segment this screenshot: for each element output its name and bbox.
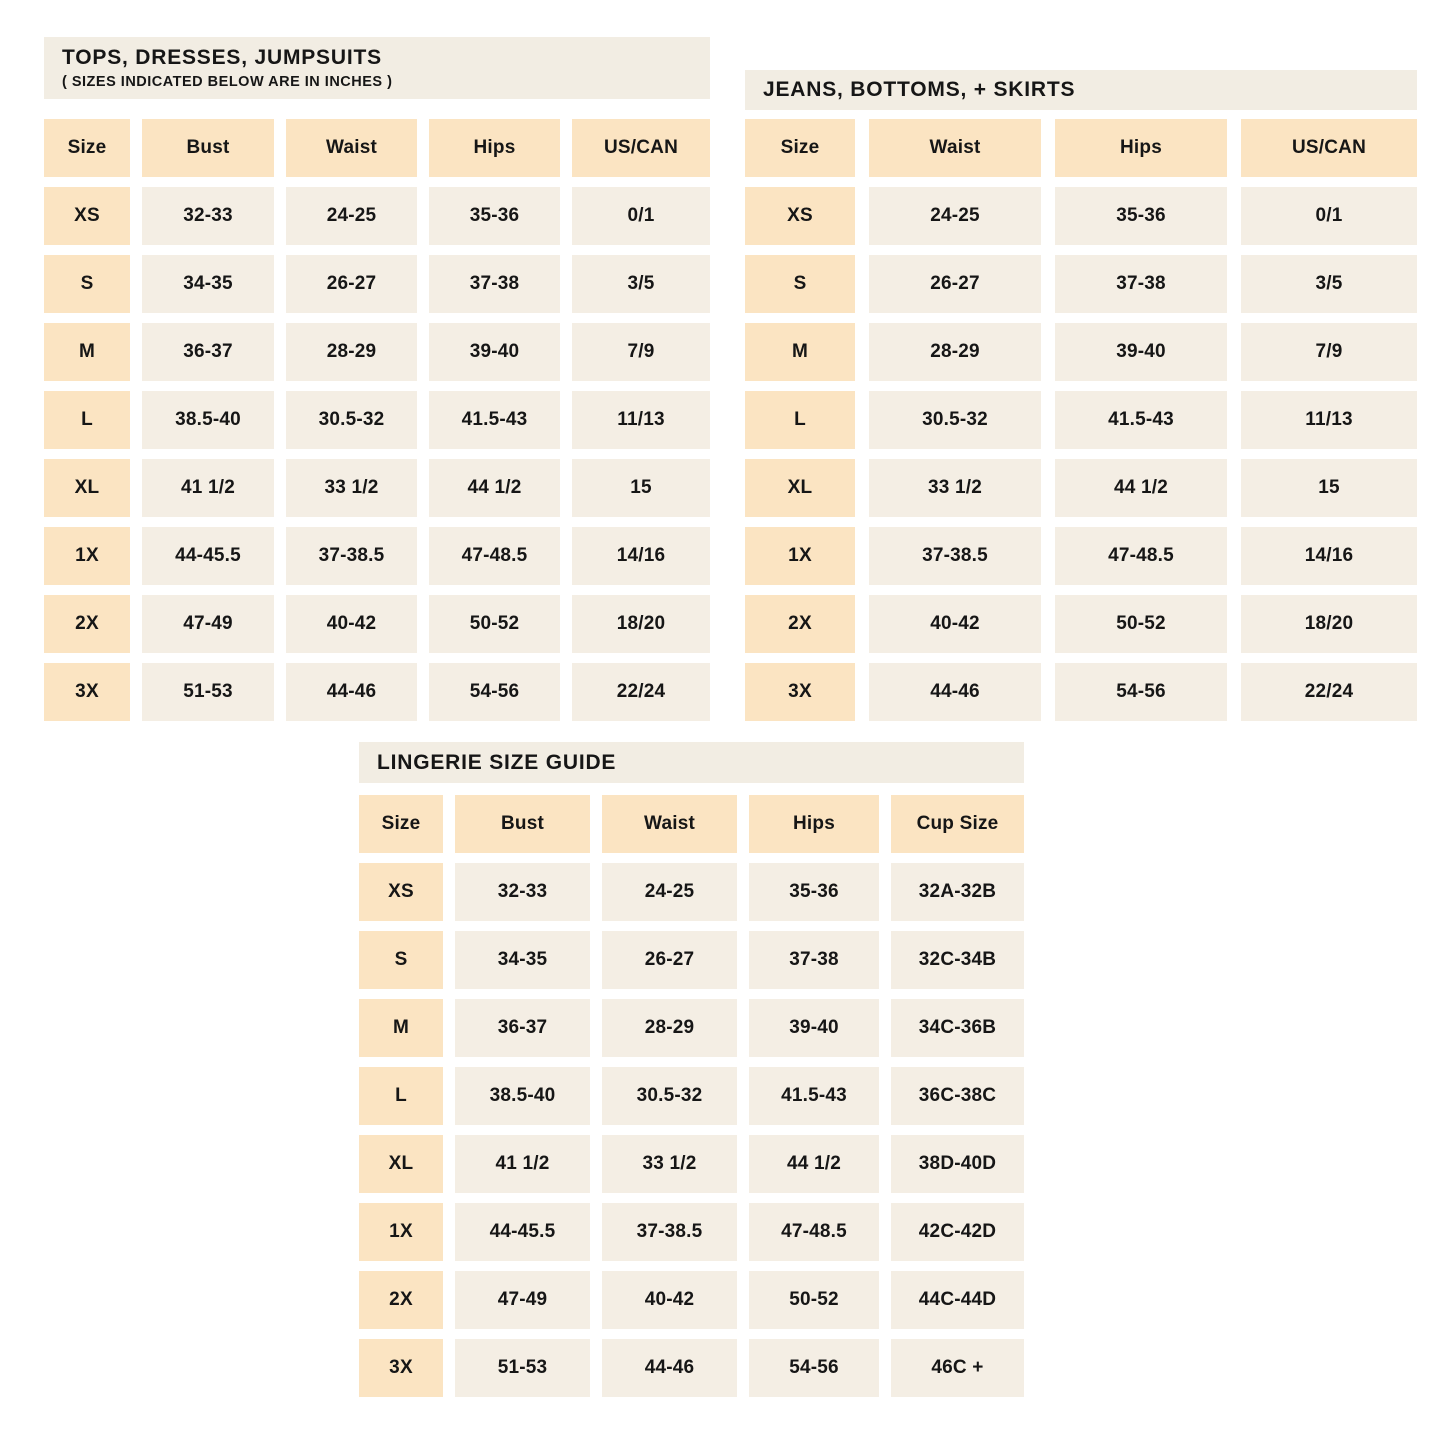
size-label-cell: 2X — [44, 595, 130, 653]
measurement-cell: 42C-42D — [891, 1203, 1024, 1261]
measurement-cell: 28-29 — [286, 323, 417, 381]
measurement-cell: 14/16 — [1241, 527, 1417, 585]
tops-grid — [44, 119, 710, 721]
size-label-cell: XS — [359, 863, 443, 921]
measurement-cell: 24-25 — [869, 187, 1041, 245]
measurement-cell: 37-38 — [749, 931, 879, 989]
column-header-cup-size: Cup Size — [891, 795, 1024, 853]
measurement-cell: 39-40 — [429, 323, 560, 381]
measurement-cell: 44 1/2 — [749, 1135, 879, 1193]
measurement-cell: 40-42 — [602, 1271, 737, 1329]
measurement-cell: 44 1/2 — [1055, 459, 1227, 517]
measurement-cell: 40-42 — [286, 595, 417, 653]
column-header-waist: Waist — [869, 119, 1041, 177]
measurement-cell: 28-29 — [869, 323, 1041, 381]
size-label-cell: L — [44, 391, 130, 449]
measurement-cell: 47-48.5 — [1055, 527, 1227, 585]
measurement-cell: 30.5-32 — [602, 1067, 737, 1125]
measurement-cell: 18/20 — [1241, 595, 1417, 653]
measurement-cell: 3/5 — [572, 255, 710, 313]
measurement-cell: 32-33 — [142, 187, 274, 245]
measurement-cell: 11/13 — [572, 391, 710, 449]
lingerie-title: LINGERIE SIZE GUIDE — [377, 750, 617, 774]
measurement-cell: 50-52 — [429, 595, 560, 653]
size-label-cell: 1X — [44, 527, 130, 585]
measurement-cell: 35-36 — [429, 187, 560, 245]
measurement-cell: 33 1/2 — [286, 459, 417, 517]
column-header-size: Size — [745, 119, 855, 177]
size-label-cell: XS — [745, 187, 855, 245]
measurement-cell: 28-29 — [602, 999, 737, 1057]
measurement-cell: 37-38.5 — [286, 527, 417, 585]
size-label-cell: 1X — [745, 527, 855, 585]
column-header-us-can: US/CAN — [1241, 119, 1417, 177]
measurement-cell: 37-38.5 — [869, 527, 1041, 585]
column-header-hips: Hips — [429, 119, 560, 177]
measurement-cell: 41 1/2 — [455, 1135, 590, 1193]
measurement-cell: 32-33 — [455, 863, 590, 921]
measurement-cell: 40-42 — [869, 595, 1041, 653]
column-header-waist: Waist — [602, 795, 737, 853]
measurement-cell: 38D-40D — [891, 1135, 1024, 1193]
measurement-cell: 44C-44D — [891, 1271, 1024, 1329]
size-label-cell: M — [359, 999, 443, 1057]
size-label-cell: S — [359, 931, 443, 989]
measurement-cell: 54-56 — [429, 663, 560, 721]
size-label-cell: XL — [745, 459, 855, 517]
measurement-cell: 38.5-40 — [142, 391, 274, 449]
measurement-cell: 36-37 — [142, 323, 274, 381]
measurement-cell: 11/13 — [1241, 391, 1417, 449]
measurement-cell: 3/5 — [1241, 255, 1417, 313]
measurement-cell: 47-48.5 — [749, 1203, 879, 1261]
size-label-cell: XS — [44, 187, 130, 245]
size-label-cell: 1X — [359, 1203, 443, 1261]
measurement-cell: 41 1/2 — [142, 459, 274, 517]
measurement-cell: 33 1/2 — [602, 1135, 737, 1193]
size-label-cell: L — [745, 391, 855, 449]
lingerie-size-chart — [359, 742, 1024, 1397]
measurement-cell: 51-53 — [455, 1339, 590, 1397]
tops-subtitle: ( SIZES INDICATED BELOW ARE IN INCHES ) — [62, 73, 393, 90]
measurement-cell: 7/9 — [1241, 323, 1417, 381]
tops-title: TOPS, DRESSES, JUMPSUITS — [62, 46, 382, 70]
measurement-cell: 30.5-32 — [869, 391, 1041, 449]
measurement-cell: 33 1/2 — [869, 459, 1041, 517]
measurement-cell: 50-52 — [1055, 595, 1227, 653]
measurement-cell: 22/24 — [572, 663, 710, 721]
measurement-cell: 14/16 — [572, 527, 710, 585]
measurement-cell: 0/1 — [572, 187, 710, 245]
measurement-cell: 41.5-43 — [749, 1067, 879, 1125]
measurement-cell: 36-37 — [455, 999, 590, 1057]
column-header-bust: Bust — [142, 119, 274, 177]
column-header-bust: Bust — [455, 795, 590, 853]
size-label-cell: XL — [44, 459, 130, 517]
measurement-cell: 24-25 — [286, 187, 417, 245]
jeans-grid — [745, 119, 1417, 721]
measurement-cell: 0/1 — [1241, 187, 1417, 245]
measurement-cell: 51-53 — [142, 663, 274, 721]
measurement-cell: 34-35 — [142, 255, 274, 313]
measurement-cell: 22/24 — [1241, 663, 1417, 721]
size-label-cell: S — [745, 255, 855, 313]
column-header-size: Size — [44, 119, 130, 177]
column-header-hips: Hips — [749, 795, 879, 853]
measurement-cell: 35-36 — [749, 863, 879, 921]
measurement-cell: 39-40 — [749, 999, 879, 1057]
measurement-cell: 26-27 — [869, 255, 1041, 313]
measurement-cell: 15 — [572, 459, 710, 517]
jeans-title: JEANS, BOTTOMS, + SKIRTS — [763, 78, 1076, 102]
size-label-cell: 3X — [745, 663, 855, 721]
measurement-cell: 44-45.5 — [142, 527, 274, 585]
measurement-cell: 24-25 — [602, 863, 737, 921]
measurement-cell: 41.5-43 — [1055, 391, 1227, 449]
measurement-cell: 26-27 — [602, 931, 737, 989]
measurement-cell: 34C-36B — [891, 999, 1024, 1057]
column-header-hips: Hips — [1055, 119, 1227, 177]
column-header-size: Size — [359, 795, 443, 853]
size-label-cell: 2X — [745, 595, 855, 653]
measurement-cell: 46C + — [891, 1339, 1024, 1397]
size-label-cell: M — [745, 323, 855, 381]
size-label-cell: 2X — [359, 1271, 443, 1329]
measurement-cell: 15 — [1241, 459, 1417, 517]
measurement-cell: 35-36 — [1055, 187, 1227, 245]
measurement-cell: 26-27 — [286, 255, 417, 313]
jeans-size-chart — [745, 70, 1417, 721]
lingerie-grid — [359, 795, 1024, 1397]
measurement-cell: 37-38.5 — [602, 1203, 737, 1261]
measurement-cell: 47-48.5 — [429, 527, 560, 585]
measurement-cell: 44 1/2 — [429, 459, 560, 517]
measurement-cell: 18/20 — [572, 595, 710, 653]
measurement-cell: 37-38 — [1055, 255, 1227, 313]
column-header-waist: Waist — [286, 119, 417, 177]
measurement-cell: 44-45.5 — [455, 1203, 590, 1261]
measurement-cell: 54-56 — [1055, 663, 1227, 721]
measurement-cell: 34-35 — [455, 931, 590, 989]
measurement-cell: 50-52 — [749, 1271, 879, 1329]
measurement-cell: 41.5-43 — [429, 391, 560, 449]
measurement-cell: 47-49 — [455, 1271, 590, 1329]
measurement-cell: 38.5-40 — [455, 1067, 590, 1125]
measurement-cell: 30.5-32 — [286, 391, 417, 449]
jeans-title-bar — [745, 70, 1417, 110]
measurement-cell: 54-56 — [749, 1339, 879, 1397]
measurement-cell: 44-46 — [286, 663, 417, 721]
size-label-cell: S — [44, 255, 130, 313]
measurement-cell: 7/9 — [572, 323, 710, 381]
measurement-cell: 37-38 — [429, 255, 560, 313]
measurement-cell: 44-46 — [602, 1339, 737, 1397]
size-label-cell: M — [44, 323, 130, 381]
size-label-cell: 3X — [359, 1339, 443, 1397]
measurement-cell: 47-49 — [142, 595, 274, 653]
column-header-us-can: US/CAN — [572, 119, 710, 177]
tops-size-chart — [44, 37, 710, 721]
tops-title-bar — [44, 37, 710, 99]
measurement-cell: 39-40 — [1055, 323, 1227, 381]
size-label-cell: 3X — [44, 663, 130, 721]
lingerie-title-bar — [359, 742, 1024, 783]
measurement-cell: 32A-32B — [891, 863, 1024, 921]
measurement-cell: 36C-38C — [891, 1067, 1024, 1125]
size-label-cell: L — [359, 1067, 443, 1125]
measurement-cell: 32C-34B — [891, 931, 1024, 989]
size-label-cell: XL — [359, 1135, 443, 1193]
measurement-cell: 44-46 — [869, 663, 1041, 721]
